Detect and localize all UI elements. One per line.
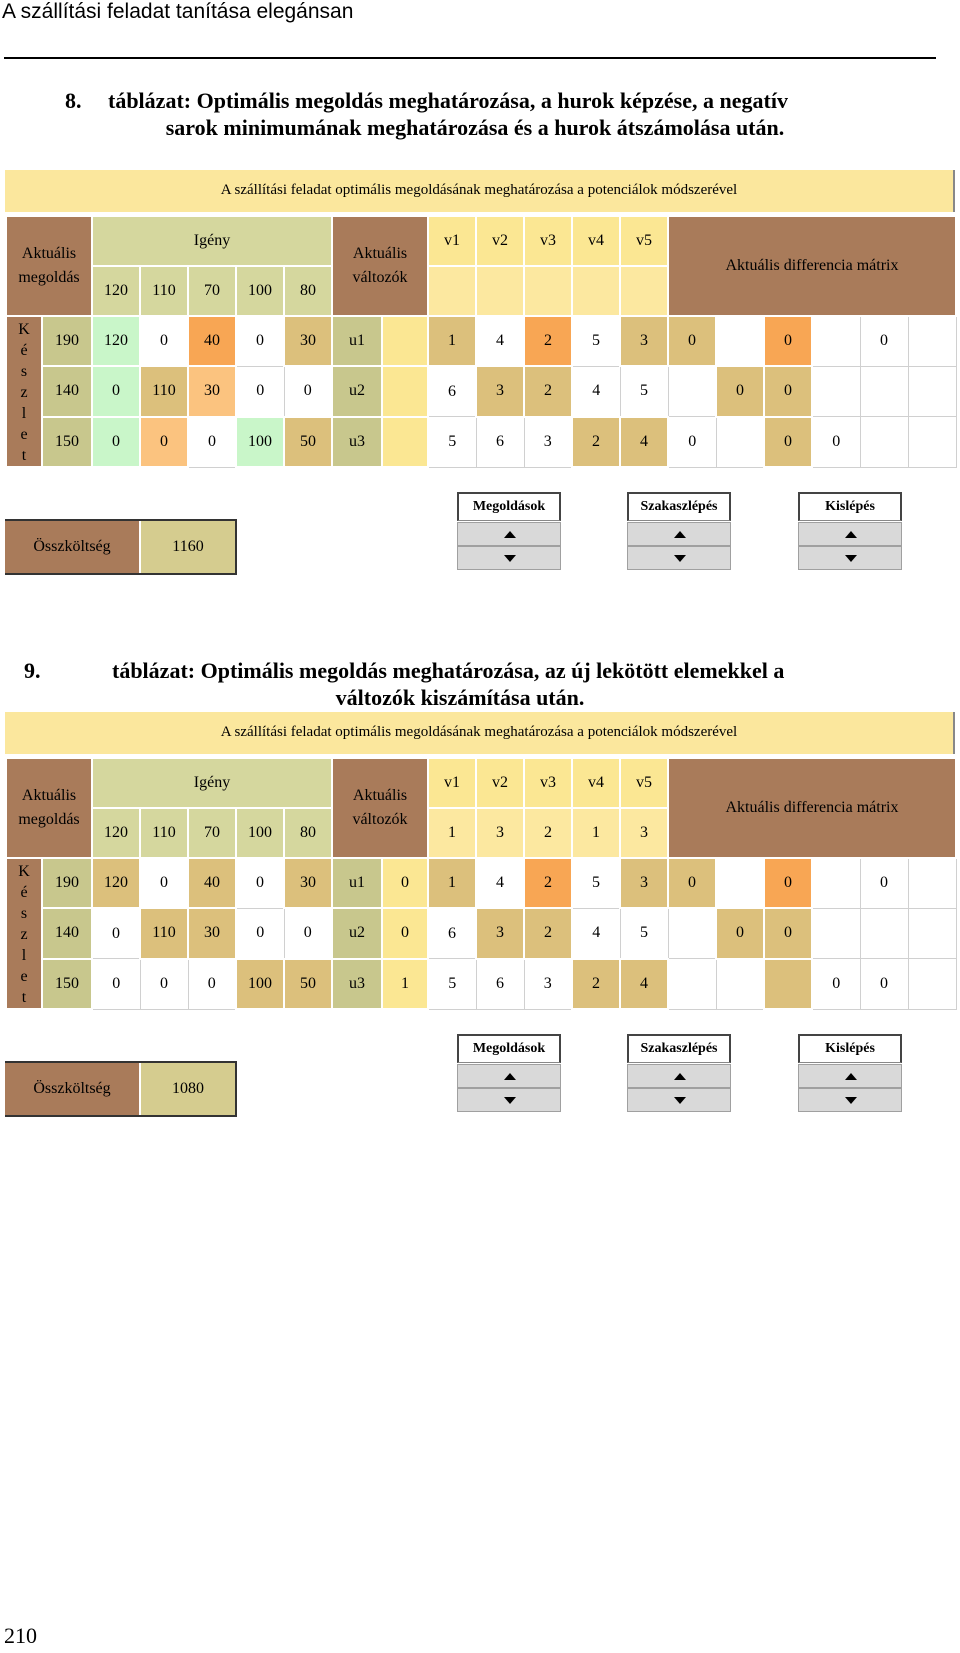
difference-cell: [908, 366, 956, 416]
difference-cell: 0: [860, 858, 908, 908]
allocation-cell: 0: [284, 366, 332, 416]
u-label: u3: [332, 959, 382, 1009]
u-label: u1: [332, 316, 382, 366]
allocation-cell: 110: [140, 366, 188, 416]
v-value: 3: [620, 808, 668, 858]
difference-cell: [716, 316, 764, 366]
supply-value: 140: [42, 366, 92, 416]
difference-cell: [908, 316, 956, 366]
difference-cell: [908, 908, 956, 958]
u-label: u2: [332, 908, 382, 958]
spinner-label: Szakaszlépés: [627, 492, 731, 521]
cost-cell: 2: [572, 959, 620, 1009]
cost-cell: 4: [620, 959, 668, 1009]
difference-cell: [668, 908, 716, 958]
cost-cell: 3: [524, 959, 572, 1009]
supply-value: 190: [42, 858, 92, 908]
u-value: 1: [382, 959, 428, 1009]
spinner-label: Kislépés: [798, 492, 902, 521]
v-value: 3: [476, 808, 524, 858]
allocation-cell: 120: [92, 316, 140, 366]
phase-step-spinner: [627, 492, 731, 570]
supply-letter: e: [20, 968, 28, 985]
cost-cell: 2: [524, 908, 572, 958]
cost-cell: 5: [620, 908, 668, 958]
cost-cell: 6: [428, 366, 476, 416]
allocation-cell: 0: [140, 959, 188, 1009]
difference-cell: [908, 858, 956, 908]
supply-label: [6, 316, 42, 467]
difference-cell: 0: [764, 366, 812, 416]
v-label: v3: [524, 216, 572, 266]
v-label: v5: [620, 758, 668, 808]
difference-cell: [812, 316, 860, 366]
supply-letter: l: [21, 947, 27, 964]
cost-cell: 3: [620, 316, 668, 366]
small-step-spinner: [798, 1034, 902, 1112]
allocation-cell: 0: [92, 366, 140, 416]
spinner-up-button[interactable]: [457, 1064, 561, 1088]
supply-letter: t: [21, 989, 27, 1006]
transport-grid: [5, 757, 957, 1010]
allocation-cell: 0: [236, 366, 284, 416]
spinner-up-button[interactable]: [457, 522, 561, 546]
demand-label: Igény: [92, 216, 332, 266]
difference-cell: [668, 366, 716, 416]
arrow-down-icon: [845, 555, 857, 562]
u-value: [382, 417, 428, 467]
demand-value: 110: [140, 266, 188, 316]
allocation-cell: 0: [92, 417, 140, 467]
spinner-up-button[interactable]: [798, 1064, 902, 1088]
caption-line: táblázat: Optimális megoldás meghatározása, az új lekötött elemekkel a: [112, 658, 785, 683]
small-step-spinner: [798, 492, 902, 570]
arrow-up-icon: [845, 531, 857, 538]
demand-value: 120: [92, 808, 140, 858]
allocation-cell: 120: [92, 858, 140, 908]
u-label: u2: [332, 366, 382, 416]
spinner-up-button[interactable]: [798, 522, 902, 546]
difference-cell: [716, 417, 764, 467]
total-cost-value: 1080: [141, 1063, 237, 1115]
u-value: 0: [382, 858, 428, 908]
allocation-cell: 50: [284, 417, 332, 467]
arrow-up-icon: [845, 1073, 857, 1080]
spinner-down-button[interactable]: [627, 546, 731, 570]
caption-number: 9.: [24, 658, 41, 683]
difference-cell: 0: [764, 908, 812, 958]
v-value: [476, 266, 524, 316]
difference-cell: 0: [716, 908, 764, 958]
allocation-cell: 0: [188, 959, 236, 1009]
difference-cell: [860, 366, 908, 416]
u-label: u3: [332, 417, 382, 467]
spinner-up-button[interactable]: [627, 522, 731, 546]
supply-value: 150: [42, 417, 92, 467]
allocation-cell: 0: [140, 858, 188, 908]
supply-letter: K: [18, 863, 30, 880]
difference-cell: 0: [668, 417, 716, 467]
cost-cell: 3: [476, 908, 524, 958]
supply-letter: e: [20, 426, 28, 443]
v-label: v1: [428, 216, 476, 266]
cost-cell: 4: [572, 908, 620, 958]
supply-value: 190: [42, 316, 92, 366]
demand-value: 70: [188, 266, 236, 316]
cost-cell: 1: [428, 858, 476, 908]
demand-label: Igény: [92, 758, 332, 808]
cost-cell: 4: [620, 417, 668, 467]
cost-cell: 4: [476, 858, 524, 908]
cost-cell: 1: [428, 316, 476, 366]
v-value: [572, 266, 620, 316]
cost-cell: 4: [476, 316, 524, 366]
difference-cell: [716, 858, 764, 908]
v-value: [428, 266, 476, 316]
allocation-cell: 50: [284, 959, 332, 1009]
transport-grid: [5, 215, 957, 468]
supply-value: 150: [42, 959, 92, 1009]
cost-cell: 2: [524, 366, 572, 416]
header-rule: [4, 57, 936, 59]
caption-line: változók kiszámítása után.: [335, 685, 585, 710]
cost-cell: 5: [620, 366, 668, 416]
solutions-spinner: [457, 492, 561, 570]
v-label: v5: [620, 216, 668, 266]
v-value: 1: [572, 808, 620, 858]
total-cost: [5, 519, 237, 575]
demand-value: 70: [188, 808, 236, 858]
caption-9: [20, 657, 900, 711]
spinner-down-button[interactable]: [457, 546, 561, 570]
v-label: v1: [428, 758, 476, 808]
difference-cell: [860, 908, 908, 958]
total-cost-label: Összköltség: [5, 1063, 139, 1115]
allocation-cell: 0: [236, 316, 284, 366]
difference-cell: 0: [764, 858, 812, 908]
difference-cell: [908, 959, 956, 1009]
current-solution-label: Aktuális megoldás: [6, 216, 92, 316]
difference-cell: [716, 959, 764, 1009]
spinner-label: Kislépés: [798, 1034, 902, 1063]
difference-cell: 0: [668, 316, 716, 366]
allocation-cell: 0: [188, 417, 236, 467]
arrow-up-icon: [504, 531, 516, 538]
cost-cell: 2: [572, 417, 620, 467]
demand-value: 80: [284, 808, 332, 858]
total-cost-value: 1160: [141, 521, 237, 573]
cost-cell: 4: [572, 366, 620, 416]
difference-cell: [908, 417, 956, 467]
v-label: v4: [572, 758, 620, 808]
v-value: 1: [428, 808, 476, 858]
arrow-up-icon: [674, 1073, 686, 1080]
current-solution-label: Aktuális megoldás: [6, 758, 92, 858]
allocation-cell: 0: [140, 316, 188, 366]
allocation-cell: 0: [140, 417, 188, 467]
cost-cell: 5: [572, 316, 620, 366]
demand-value: 120: [92, 266, 140, 316]
v-label: v4: [572, 216, 620, 266]
arrow-up-icon: [674, 531, 686, 538]
allocation-cell: 0: [92, 908, 140, 958]
difference-cell: 0: [668, 858, 716, 908]
spinner-label: Szakaszlépés: [627, 1034, 731, 1063]
v-label: v3: [524, 758, 572, 808]
demand-value: 80: [284, 266, 332, 316]
supply-value: 140: [42, 908, 92, 958]
allocation-cell: 40: [188, 316, 236, 366]
difference-cell: 0: [860, 959, 908, 1009]
caption-number: 8.: [65, 88, 82, 113]
cost-cell: 5: [428, 959, 476, 1009]
spinner-down-button[interactable]: [798, 1088, 902, 1112]
demand-value: 110: [140, 808, 188, 858]
spinner-label: Megoldások: [457, 492, 561, 521]
u-value: [382, 316, 428, 366]
cost-cell: 6: [476, 959, 524, 1009]
difference-cell: [812, 366, 860, 416]
v-label: v2: [476, 758, 524, 808]
cost-cell: 6: [476, 417, 524, 467]
difference-cell: [668, 959, 716, 1009]
allocation-cell: 40: [188, 858, 236, 908]
allocation-cell: 0: [92, 959, 140, 1009]
arrow-down-icon: [674, 555, 686, 562]
allocation-cell: 30: [188, 908, 236, 958]
phase-step-spinner: [627, 1034, 731, 1112]
supply-letter: l: [21, 405, 27, 422]
cost-cell: 5: [428, 417, 476, 467]
u-value: [382, 366, 428, 416]
arrow-down-icon: [504, 1097, 516, 1104]
difference-cell: 0: [716, 366, 764, 416]
allocation-cell: 100: [236, 959, 284, 1009]
panel-banner: A szállítási feladat optimális megoldásának meghatározása a potenciálok módszerével: [5, 712, 955, 754]
allocation-cell: 0: [236, 858, 284, 908]
caption-8: [60, 87, 890, 141]
arrow-down-icon: [674, 1097, 686, 1104]
supply-letter: s: [20, 363, 28, 380]
supply-letter: é: [20, 342, 28, 359]
page-header: A szállítási feladat tanítása elegánsan: [2, 0, 354, 23]
spinner-down-button[interactable]: [627, 1088, 731, 1112]
allocation-cell: 0: [284, 908, 332, 958]
difference-cell: 0: [812, 417, 860, 467]
arrow-down-icon: [504, 555, 516, 562]
page-number: 210: [4, 1623, 37, 1648]
demand-value: 100: [236, 266, 284, 316]
supply-letter: z: [20, 384, 28, 401]
allocation-cell: 0: [236, 908, 284, 958]
current-variables-label: Aktuális változók: [332, 216, 428, 316]
v-label: v2: [476, 216, 524, 266]
transport-panel-8: [5, 170, 957, 590]
spinner-down-button[interactable]: [798, 546, 902, 570]
u-label: u1: [332, 858, 382, 908]
spinner-up-button[interactable]: [627, 1064, 731, 1088]
solutions-spinner: [457, 1034, 561, 1112]
supply-letter: é: [20, 884, 28, 901]
cost-cell: 3: [620, 858, 668, 908]
allocation-cell: 100: [236, 417, 284, 467]
difference-cell: [764, 959, 812, 1009]
difference-cell: 0: [812, 959, 860, 1009]
v-value: [620, 266, 668, 316]
arrow-down-icon: [845, 1097, 857, 1104]
cost-cell: 3: [476, 366, 524, 416]
allocation-cell: 30: [284, 316, 332, 366]
difference-matrix-label: Aktuális differencia mátrix: [668, 758, 956, 858]
allocation-cell: 110: [140, 908, 188, 958]
supply-letter: s: [20, 905, 28, 922]
cost-cell: 3: [524, 417, 572, 467]
difference-cell: [860, 417, 908, 467]
difference-matrix-label: Aktuális differencia mátrix: [668, 216, 956, 316]
spinner-label: Megoldások: [457, 1034, 561, 1063]
demand-value: 100: [236, 808, 284, 858]
u-value: 0: [382, 908, 428, 958]
cost-cell: 2: [524, 858, 572, 908]
difference-cell: 0: [764, 417, 812, 467]
difference-cell: 0: [860, 316, 908, 366]
current-variables-label: Aktuális változók: [332, 758, 428, 858]
panel-banner: A szállítási feladat optimális megoldásának meghatározása a potenciálok módszerével: [5, 170, 955, 212]
difference-cell: [812, 908, 860, 958]
difference-cell: [812, 858, 860, 908]
total-cost-label: Összköltség: [5, 521, 139, 573]
v-value: 2: [524, 808, 572, 858]
v-value: [524, 266, 572, 316]
allocation-cell: 30: [188, 366, 236, 416]
supply-letter: t: [21, 447, 27, 464]
cost-cell: 2: [524, 316, 572, 366]
cost-cell: 6: [428, 908, 476, 958]
caption-line: táblázat: Optimális megoldás meghatározása, a hurok képzése, a negatív: [108, 88, 788, 113]
supply-letter: z: [20, 926, 28, 943]
difference-cell: 0: [764, 316, 812, 366]
caption-line: sarok minimumának meghatározása és a hurok átszámolása után.: [165, 115, 785, 140]
transport-panel-9: [5, 712, 957, 1132]
supply-letter: K: [18, 321, 30, 338]
cost-cell: 5: [572, 858, 620, 908]
supply-label: [6, 858, 42, 1009]
allocation-cell: 30: [284, 858, 332, 908]
spinner-down-button[interactable]: [457, 1088, 561, 1112]
arrow-up-icon: [504, 1073, 516, 1080]
total-cost: [5, 1061, 237, 1117]
